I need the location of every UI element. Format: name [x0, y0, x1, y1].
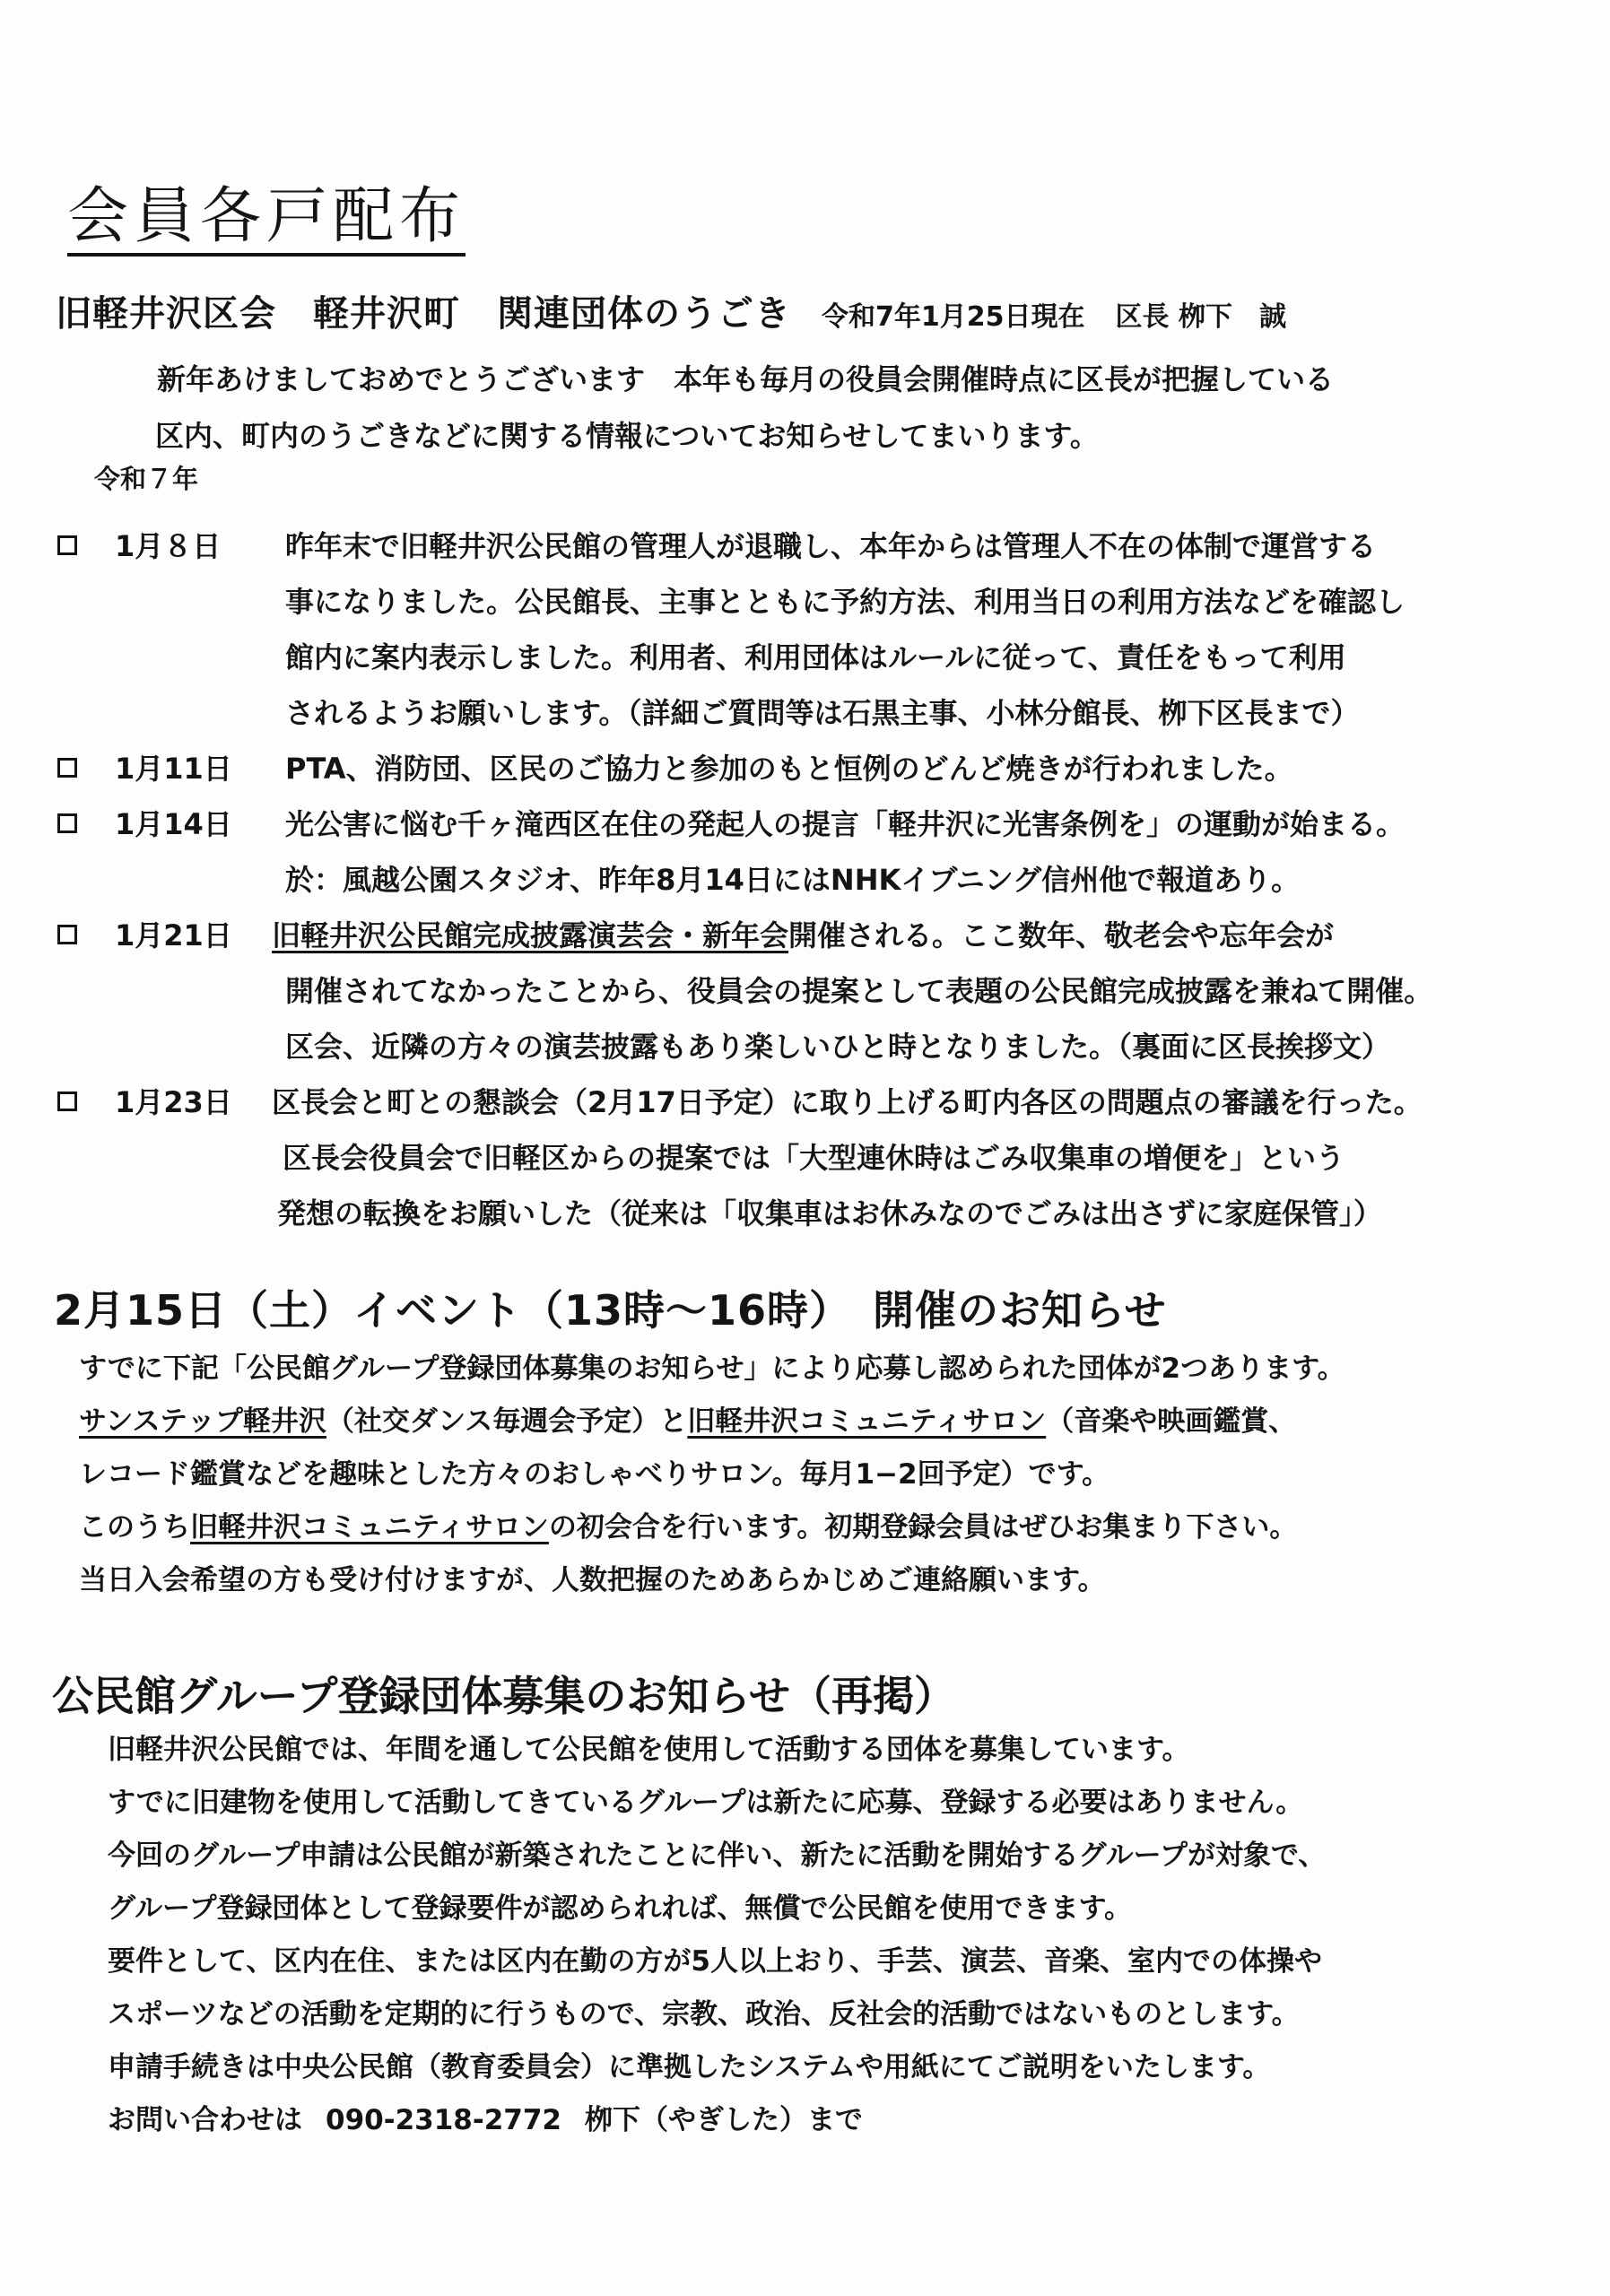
- event-date: 1月14日: [115, 807, 232, 841]
- year-label: 令和７年: [94, 464, 199, 494]
- contact-person: 栁下（やぎした）まで: [585, 2104, 864, 2136]
- contact-line: [108, 2094, 1588, 2147]
- event-date: 1月11日: [115, 752, 232, 786]
- notice-text: の初会合を行います。初期登録会員はぜひお集まり下さい。: [548, 1511, 1298, 1544]
- event-date: 1月８日: [115, 529, 222, 563]
- recruitment-line: 旧軽井沢公民館では、年間を通して公民館を使用して活動する団体を募集しています。: [108, 1734, 1190, 1766]
- event-date: 1月21日: [115, 918, 232, 952]
- group-note: （社交ダンス毎週会予定）と: [326, 1405, 688, 1438]
- event-line: 区会、近隣の方々の演芸披露もあり楽しいひと時となりました。（裏面に区長挨拶文）: [285, 1030, 1391, 1064]
- event-line: 昨年末で旧軽井沢公民館の管理人が退職し、本年からは管理人不在の体制で運営する: [285, 529, 1377, 563]
- group-note: （音楽や映画鑑賞、: [1046, 1405, 1297, 1438]
- event-item: [52, 741, 1577, 796]
- event-body: [285, 741, 1577, 796]
- event-body: [272, 1074, 1577, 1241]
- event-line: 開催されてなかったことから、役員会の提案として表題の公民館完成披露を兼ねて開催。: [285, 974, 1433, 1008]
- event-title-underlined: 旧軽井沢公民館完成披露演芸会・新年会: [272, 918, 789, 952]
- recruitment-line: 今回のグループ申請は公民館が新築されたことに伴い、新たに活動を開始するグループが対象で、: [108, 1839, 1327, 1872]
- recruitment-body: [108, 1724, 1588, 2147]
- event-item: [52, 1074, 1577, 1241]
- recruitment-line: 要件として、区内在住、または区内在勤の方が5人以上おり、手芸、演芸、音楽、室内での体操や: [108, 1945, 1322, 1978]
- recruitment-line: スポーツなどの活動を定期的に行うもので、宗教、政治、反社会的活動ではないものとします。: [108, 1998, 1300, 2031]
- as-of-date: 令和7年1月25日現在: [822, 301, 1085, 333]
- checkbox-icon: [57, 535, 77, 555]
- intro-line: 新年あけましておめでとうございます 本年も毎月の役員会開催時点に区長が把握している: [157, 362, 1335, 396]
- notice-line: [79, 1501, 1595, 1554]
- event-date: 1月23日: [115, 1085, 232, 1119]
- event-item: [52, 796, 1577, 908]
- checkbox-icon: [57, 758, 77, 778]
- event-line: 於：風越公園スタジオ、昨年8月14日にはNHKイブニング信州他で報道あり。: [285, 863, 1301, 897]
- event-line: されるようお願いします。（詳細ご質問等は石黒主事、小林分館長、栁下区長まで）: [285, 696, 1360, 730]
- event-notice-body: [79, 1343, 1595, 1607]
- recruitment-line: グループ登録団体として登録要件が認められれば、無償で公民館を使用できます。: [108, 1892, 1133, 1925]
- event-line: 館内に案内表示しました。利用者、利用団体はルールに従って、責任をもって利用: [285, 640, 1346, 674]
- group-name: 旧軽井沢コミュニティサロン: [687, 1405, 1047, 1438]
- event-line: 事になりました。公民館長、主事とともに予約方法、利用当日の利用方法などを確認し: [285, 585, 1405, 619]
- intro-text: [157, 352, 1556, 465]
- organization-title: 旧軽井沢区会 軽井沢町 関連団体のうごき: [56, 293, 791, 335]
- notice-line: [79, 1396, 1595, 1448]
- group-name: サンステップ軽井沢: [79, 1405, 326, 1438]
- event-line: [272, 908, 1577, 963]
- event-body: [285, 796, 1577, 908]
- event-line: 区長会役員会で旧軽区からの提案では「大型連休時はごみ収集車の増便を」という: [283, 1141, 1345, 1175]
- event-line: 区長会と町との懇談会（2月17日予定）に取り上げる町内各区の問題点の審議を行った。: [272, 1085, 1423, 1119]
- event-body: [285, 518, 1577, 741]
- event-item: [52, 518, 1577, 741]
- event-item: [52, 908, 1577, 1074]
- notice-line: レコード鑑賞などを趣味とした方々のおしゃべりサロン。毎月1−2回予定）です。: [79, 1458, 1110, 1491]
- intro-line: 区内、町内のうごきなどに関する情報についてお知らせしてまいります。: [155, 419, 1099, 453]
- contact-label: お問い合わせは: [108, 2104, 302, 2136]
- group-name: 旧軽井沢コミュニティサロン: [190, 1511, 549, 1544]
- newsletter-headline: [56, 285, 1580, 336]
- notice-text: このうち: [79, 1511, 190, 1544]
- event-body: [272, 908, 1577, 1074]
- checkbox-icon: [57, 1091, 77, 1111]
- notice-line: すでに下記「公民館グループ登録団体募集のお知らせ」により応募し認められた団体が2つあります。: [79, 1352, 1345, 1385]
- distribution-title: 会員各戸配布: [67, 184, 466, 257]
- recruitment-line: すでに旧建物を使用して活動してきているグループは新たに応募、登録する必要はありません。: [108, 1787, 1304, 1819]
- checkbox-icon: [57, 925, 77, 944]
- notice-line: 当日入会希望の方も受け付けますが、人数把握のためあらかじめご連絡願います。: [79, 1564, 1106, 1596]
- event-line: 光公害に悩む千ヶ滝西区在住の発起人の提言「軽井沢に光害条例を」の運動が始まる。: [285, 807, 1405, 841]
- checkbox-icon: [57, 813, 77, 833]
- event-line-rest: 開催される。ここ数年、敬老会や忘年会が: [788, 918, 1335, 952]
- event-line: 発想の転換をお願いした（従来は「収集車はお休みなのでごみは出さずに家庭保管」）: [277, 1196, 1383, 1231]
- contact-phone: 090-2318-2772: [326, 2104, 562, 2136]
- event-timeline: [52, 518, 1577, 1241]
- author-name: 区長 栁下 誠: [1115, 301, 1286, 333]
- event-line: PTA、消防団、区民のご協力と参加のもと恒例のどんど焼きが行われました。: [285, 752, 1293, 786]
- recruitment-line: 申請手続きは中央公民館（教育委員会）に準拠したシステムや用紙にてご説明をいたします。: [108, 2051, 1271, 2083]
- event-notice-heading: 2月15日（土）イベント（13時〜16時） 開催のお知らせ: [54, 1286, 1167, 1335]
- recruitment-heading: 公民館グループ登録団体募集のお知らせ（再掲）: [52, 1672, 955, 1720]
